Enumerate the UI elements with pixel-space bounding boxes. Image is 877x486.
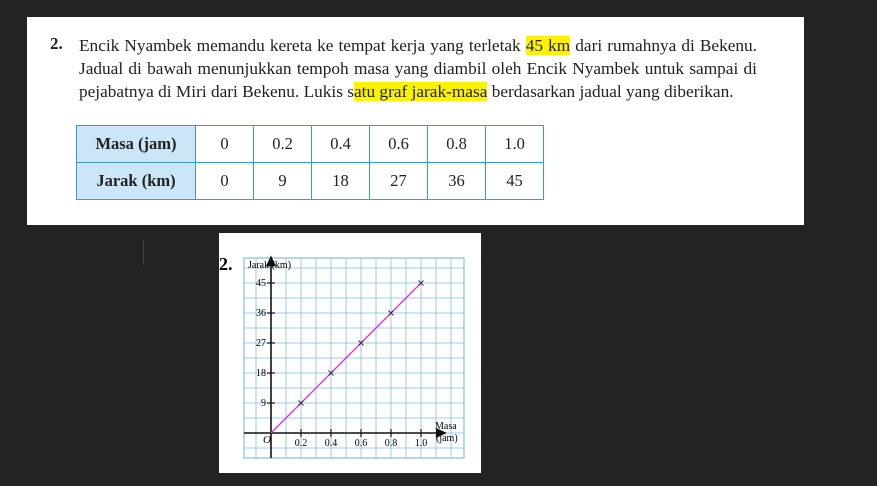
table-cell: 0.6 (370, 126, 428, 163)
table-cell: 45 (486, 163, 544, 200)
graph-ticks (256, 278, 427, 449)
data-table (76, 125, 544, 200)
y-tick-label: 9 (261, 398, 266, 409)
y-tick-label: 18 (256, 368, 266, 379)
table-cell: 27 (370, 163, 428, 200)
x-tick-label: 0.8 (384, 438, 398, 449)
y-tick-label: 36 (256, 308, 266, 319)
x-tick-label: 0.2 (294, 438, 308, 449)
graph-grid (244, 258, 464, 458)
highlight-graph: atu graf jarak-masa (354, 82, 488, 101)
question-text-part: dari rumahnya di Bekenu. Jadual di bawah menunjukkan tempoh masa yang diambil oleh Encik Nyambek untuk sampai di pejabatnya di Miri dari Bekenu. Lukis s (79, 36, 757, 101)
answer-panel (219, 233, 481, 473)
origin-label: O (263, 434, 271, 446)
highlight-distance: 45 km (525, 36, 571, 55)
table-cell: 0.8 (428, 126, 486, 163)
x-axis-label-line1: Masa (435, 421, 457, 432)
answer-number: 2. (219, 254, 233, 274)
graph-axes (244, 255, 447, 458)
row-header: Jarak (km) (77, 163, 196, 200)
cursor-mark (143, 240, 144, 265)
graph-series (271, 281, 424, 434)
table-row (77, 163, 544, 200)
question-number: 2. (50, 34, 63, 53)
table-cell: 1.0 (486, 126, 544, 163)
table-cell: 18 (312, 163, 370, 200)
table-cell: 36 (428, 163, 486, 200)
distance-time-graph (219, 233, 481, 473)
table-row (77, 126, 544, 163)
table-cell: 0 (196, 126, 254, 163)
table-cell: 0.4 (312, 126, 370, 163)
y-axis-label: Jarak (km) (248, 260, 292, 271)
x-tick-label: 0.4 (324, 438, 338, 449)
table-cell: 9 (254, 163, 312, 200)
question-text (79, 34, 757, 103)
y-tick-label: 45 (256, 278, 266, 289)
y-tick-label: 27 (256, 338, 266, 349)
x-tick-label: 0.6 (354, 438, 368, 449)
x-axis-label-line2: (jam) (436, 433, 458, 444)
question-panel (27, 17, 804, 225)
table-cell: 0 (196, 163, 254, 200)
table-cell: 0.2 (254, 126, 312, 163)
question-text-part: berdasarkan jadual yang diberikan. (487, 82, 734, 101)
row-header: Masa (jam) (77, 126, 196, 163)
x-tick-label: 1.0 (414, 438, 428, 449)
question-text-part: Encik Nyambek memandu kereta ke tempat kerja yang terletak (79, 36, 526, 55)
